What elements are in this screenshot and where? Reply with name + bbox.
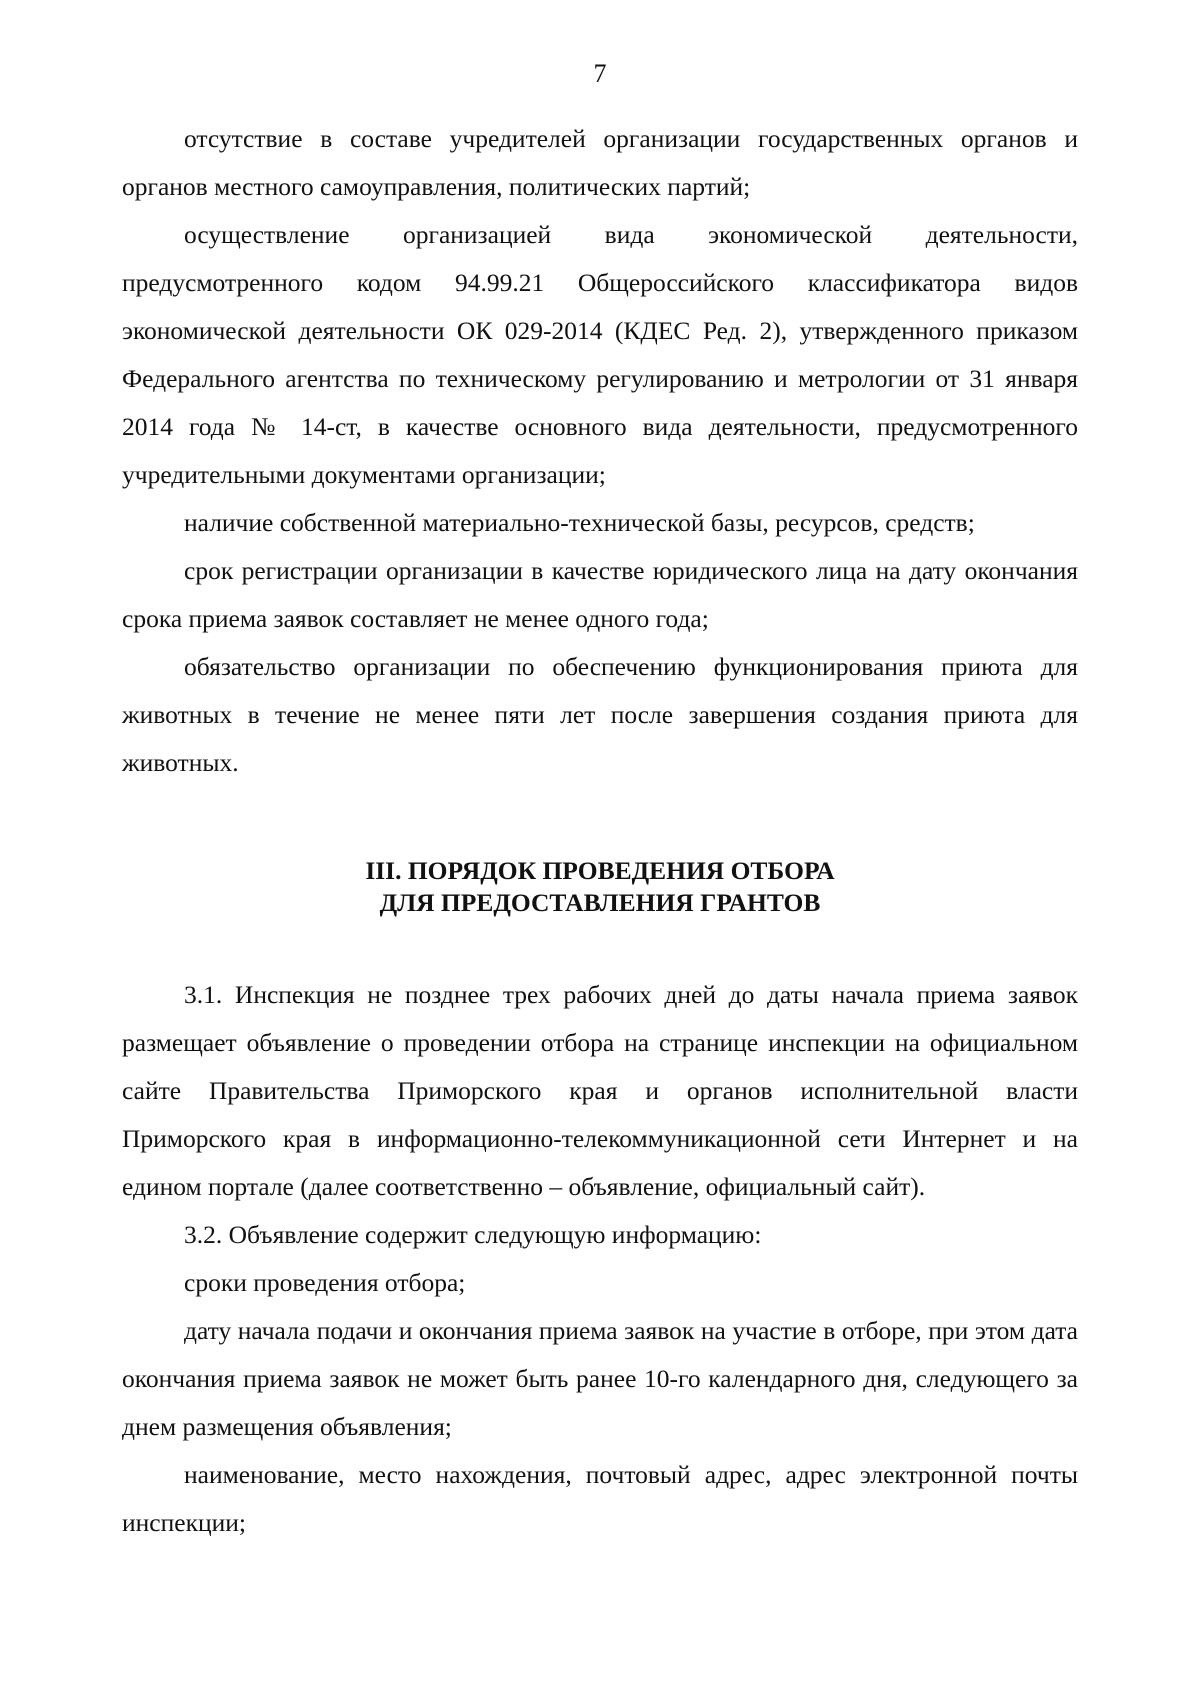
paragraph-application-dates: дату начала подачи и окончания приема заявок на участие в отборе, при этом дата окончания приема заявок не может быть ранее 10-го календарного дня, следующего за днем размещения объявления;	[122, 1316, 1078, 1441]
paragraph-registration-term: срок регистрации организации в качестве юридического лица на дату окончания срока приема заявок составляет не менее одного года;	[122, 556, 1078, 633]
document-body	[122, 115, 1078, 1547]
paragraph-shelter-obligation: обязательство организации по обеспечению функционирования приюта для животных в течение не менее пяти лет после завершения создания приюта для животных.	[122, 652, 1078, 777]
section-heading	[122, 855, 1078, 919]
paragraph-economic-activity: осуществление организацией вида экономической деятельности, предусмотренного кодом 94.99.21 Общероссийского классификатора видов экономической деятельности ОК 029-2014 (КДЕС Ред. 2), утвержденного приказом Федерального агентства по техническому регулированию и метрологии от 31 января 2014 года № 14-ст, в качестве основного вида деятельности, предусмотренного учредительными документами организации;	[122, 220, 1078, 489]
paragraph-3-1: 3.1. Инспекция не позднее трех рабочих дней до даты начала приема заявок размещает объявление о проведении отбора на странице инспекции на официальном сайте Правительства Приморского края и органов исполнительной власти Приморского края в информационно-телекоммуникационной сети Интернет и на едином портале (далее соответственно – объявление, официальный сайт).	[122, 980, 1078, 1201]
paragraph-material-base: наличие собственной материально-технической базы, ресурсов, средств;	[184, 508, 975, 537]
paragraph-selection-terms: сроки проведения отбора;	[184, 1268, 466, 1297]
paragraph-3-2: 3.2. Объявление содержит следующую информацию:	[184, 1220, 762, 1249]
paragraph-inspection-contacts: наименование, место нахождения, почтовый адрес, адрес электронной почты инспекции;	[122, 1460, 1078, 1537]
section-heading-line-1: III. ПОРЯДОК ПРОВЕДЕНИЯ ОТБОРА	[365, 856, 835, 885]
paragraph-founders: отсутствие в составе учредителей организации государственных органов и органов местного самоуправления, политических партий;	[122, 124, 1078, 201]
page-number: 7	[593, 59, 607, 88]
section-heading-line-2: ДЛЯ ПРЕДОСТАВЛЕНИЯ ГРАНТОВ	[379, 888, 821, 917]
